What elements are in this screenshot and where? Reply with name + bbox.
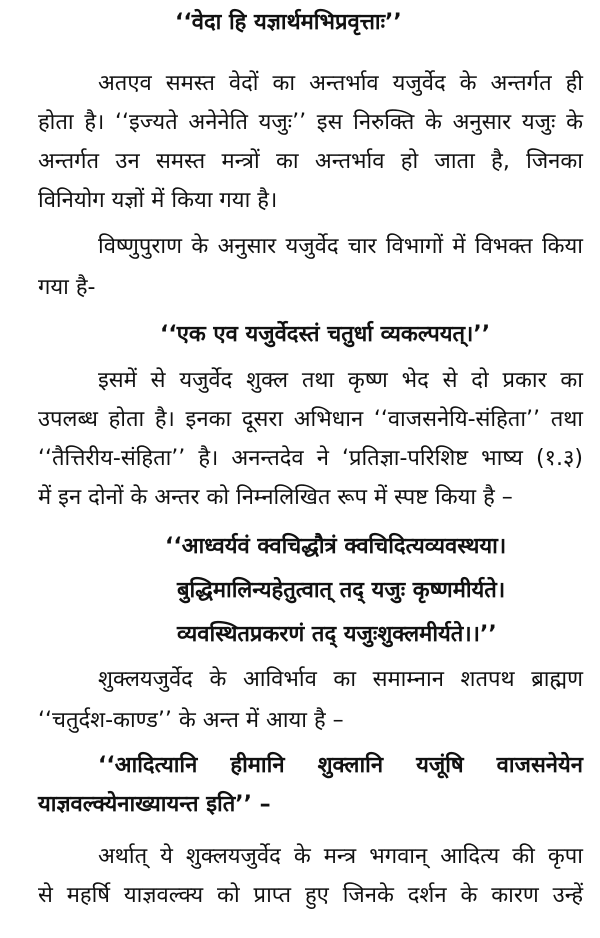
verse-quote-line: ‘‘आदित्यानि हीमानि शुक्लानि यजूंषि वाजसनेयेन [98, 753, 583, 778]
verse-quote-vishnupurana: ‘‘एक एव यजुर्वेदस्तं चतुर्धा व्यकल्पयत्।’’ [160, 322, 491, 347]
paragraph-line: इसमें से यजुर्वेद शुक्ल तथा कृष्ण भेद से दो प्रकार का [98, 368, 583, 393]
verse-quote-line: ‘‘आध्वर्यवं क्वचिद्धौत्रं क्वचिदित्यव्यवस्थया। [165, 534, 507, 559]
verse-quote-line: याज्ञवल्क्येनाख्यायन्त इति’’ – [38, 792, 271, 817]
paragraph-line: विष्णुपुराण के अनुसार यजुर्वेद चार विभागों में विभक्त किया [98, 234, 583, 259]
paragraph-line: विनियोग यज्ञों में किया गया है। [38, 188, 278, 213]
paragraph-line: में इन दोनों के अन्तर को निम्नलिखित रूप में स्पष्ट किया है – [38, 485, 513, 510]
paragraph-line: उपलब्ध होता है। इनका दूसरा अभिधान ‘‘वाजसनेयि-संहिता’’ तथा [38, 407, 583, 432]
paragraph-line: से महर्षि याज्ञवल्क्य को प्राप्त हुए जिनके दर्शन के कारण उन्हें [38, 883, 583, 908]
paragraph-line: गया है- [38, 275, 96, 300]
paragraph-line: ‘‘तैत्तिरीय-संहिता’’ है। अनन्तदेव ने ‘प्रतिज्ञा-परिशिष्ट भाष्य (१.३) [38, 446, 583, 471]
verse-heading-veda: ‘‘वेदा हि यज्ञार्थमभिप्रवृत्ताः’’ [175, 10, 402, 35]
paragraph-line: होता है। ‘‘इज्यते अनेनेति यजुः’’ इस निरुक्ति के अनुसार यजुः के [38, 110, 583, 135]
verse-quote-line: बुद्धिमालिन्यहेतुत्वात् तद् यजुः कृष्णमीर्यते। [177, 578, 506, 603]
verse-quote-line: व्यवस्थितप्रकरणं तद् यजुःशुक्लमीर्यते।।’’ [177, 622, 497, 647]
paragraph-line: अर्थात् ये शुक्लयजुर्वेद के मन्त्र भगवान् आदित्य की कृपा [98, 844, 583, 869]
paragraph-line: अन्तर्गत उन समस्त मन्त्रों का अन्तर्भाव हो जाता है, जिनका [38, 149, 583, 174]
paragraph-line: अतएव समस्त वेदों का अन्तर्भाव यजुर्वेद के अन्तर्गत ही [98, 71, 583, 96]
paragraph-line: ‘‘चतुर्दश-काण्ड’’ के अन्त में आया है – [38, 708, 344, 733]
paragraph-line: शुक्लयजुर्वेद के आविर्भाव का समाम्नान शतपथ ब्राह्मण [98, 667, 583, 692]
